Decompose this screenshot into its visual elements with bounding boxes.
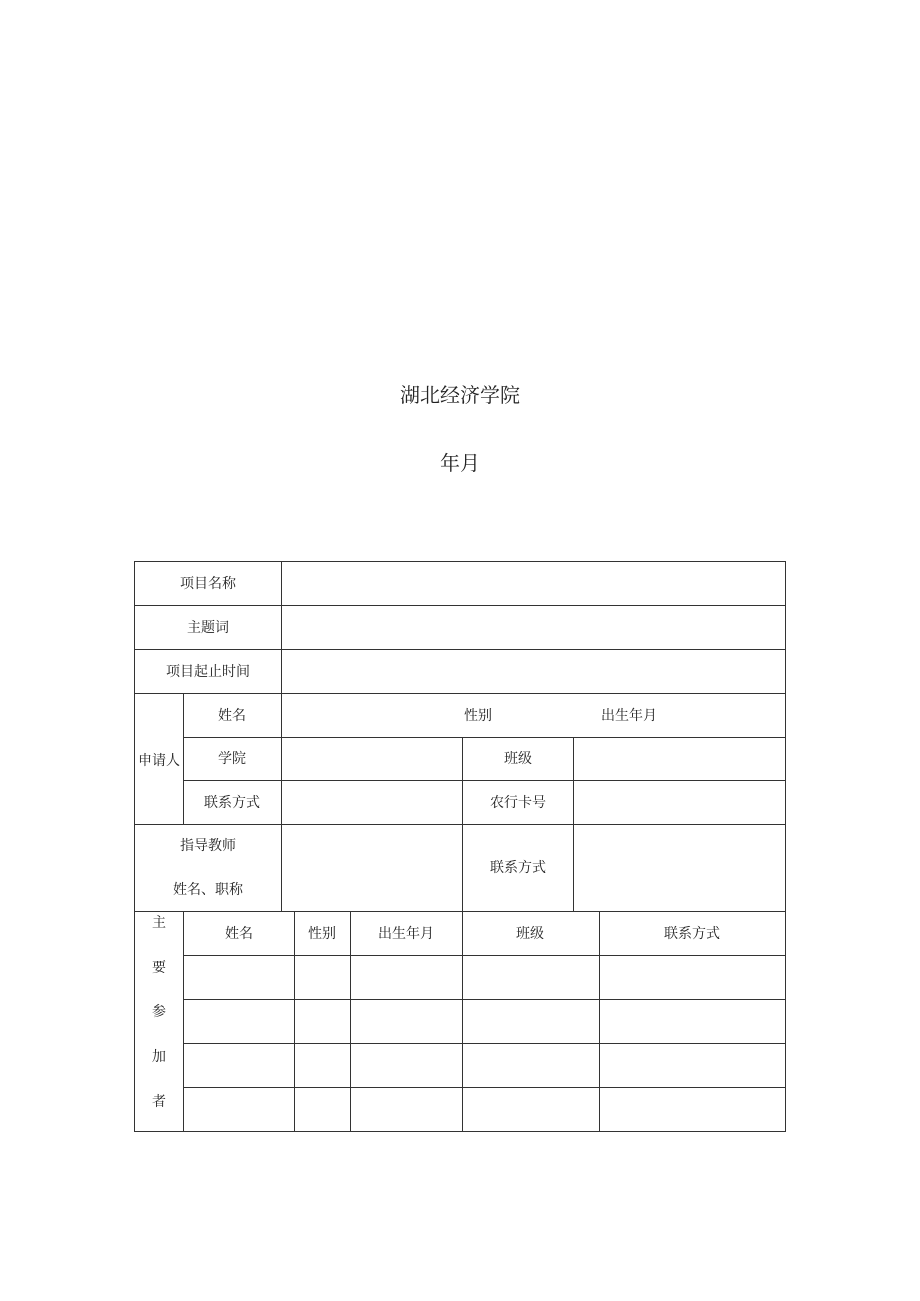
applicant-birth-label: 出生年月	[601, 708, 657, 724]
advisor-label-line1: 指导教师	[180, 838, 236, 854]
applicant-card-field[interactable]	[574, 781, 785, 824]
table-line	[183, 693, 184, 824]
keywords-field[interactable]	[282, 606, 785, 649]
table-line	[462, 737, 463, 911]
table-line	[785, 561, 786, 1132]
applicant-contact-field[interactable]	[282, 781, 462, 824]
table-line	[134, 911, 786, 912]
applicant-name-label: 姓名	[218, 708, 246, 724]
table-line	[183, 955, 786, 956]
applicant-gender-label: 性别	[464, 708, 492, 724]
project-name-field[interactable]	[282, 562, 785, 605]
applicant-class-field[interactable]	[574, 738, 785, 780]
table-line	[462, 911, 463, 1132]
table-line	[350, 911, 351, 1132]
applicant-card-label: 农行卡号	[490, 795, 546, 811]
advisor-label-line2: 姓名、职称	[173, 882, 243, 898]
date-title: 年月	[440, 451, 480, 475]
participants-side-char: 加	[152, 1049, 166, 1065]
advisor-contact-field[interactable]	[574, 825, 785, 911]
table-line	[134, 1131, 786, 1132]
table-line	[134, 561, 135, 1132]
period-field[interactable]	[282, 650, 785, 693]
participants-side-char: 要	[152, 960, 166, 976]
project-name-label: 项目名称	[180, 576, 236, 592]
participants-header-contact: 联系方式	[664, 926, 720, 942]
applicant-contact-label: 联系方式	[204, 795, 260, 811]
keywords-label: 主题词	[187, 620, 229, 636]
participants-header-class: 班级	[516, 926, 544, 942]
institution-title: 湖北经济学院	[400, 383, 520, 407]
applicant-college-field[interactable]	[282, 738, 462, 780]
advisor-contact-label: 联系方式	[490, 860, 546, 876]
table-line	[599, 911, 600, 1132]
table-line	[294, 911, 295, 1132]
applicant-name-field[interactable]	[282, 694, 462, 737]
applicant-class-label: 班级	[504, 751, 532, 767]
participants-header-name: 姓名	[225, 926, 253, 942]
participants-side-char: 主	[152, 915, 166, 931]
period-label: 项目起止时间	[166, 664, 250, 680]
applicant-college-label: 学院	[218, 751, 246, 767]
table-line	[183, 911, 184, 1132]
applicant-label: 申请人	[138, 753, 180, 769]
participants-header-gender: 性别	[308, 926, 336, 942]
advisor-name-field[interactable]	[282, 825, 462, 911]
table-line	[183, 999, 786, 1000]
table-line	[183, 1087, 786, 1088]
participants-side-char: 者	[152, 1094, 166, 1110]
participants-side-char: 参	[152, 1004, 166, 1020]
table-line	[183, 1043, 786, 1044]
table-line	[462, 693, 463, 694]
participants-header-birth: 出生年月	[378, 926, 434, 942]
